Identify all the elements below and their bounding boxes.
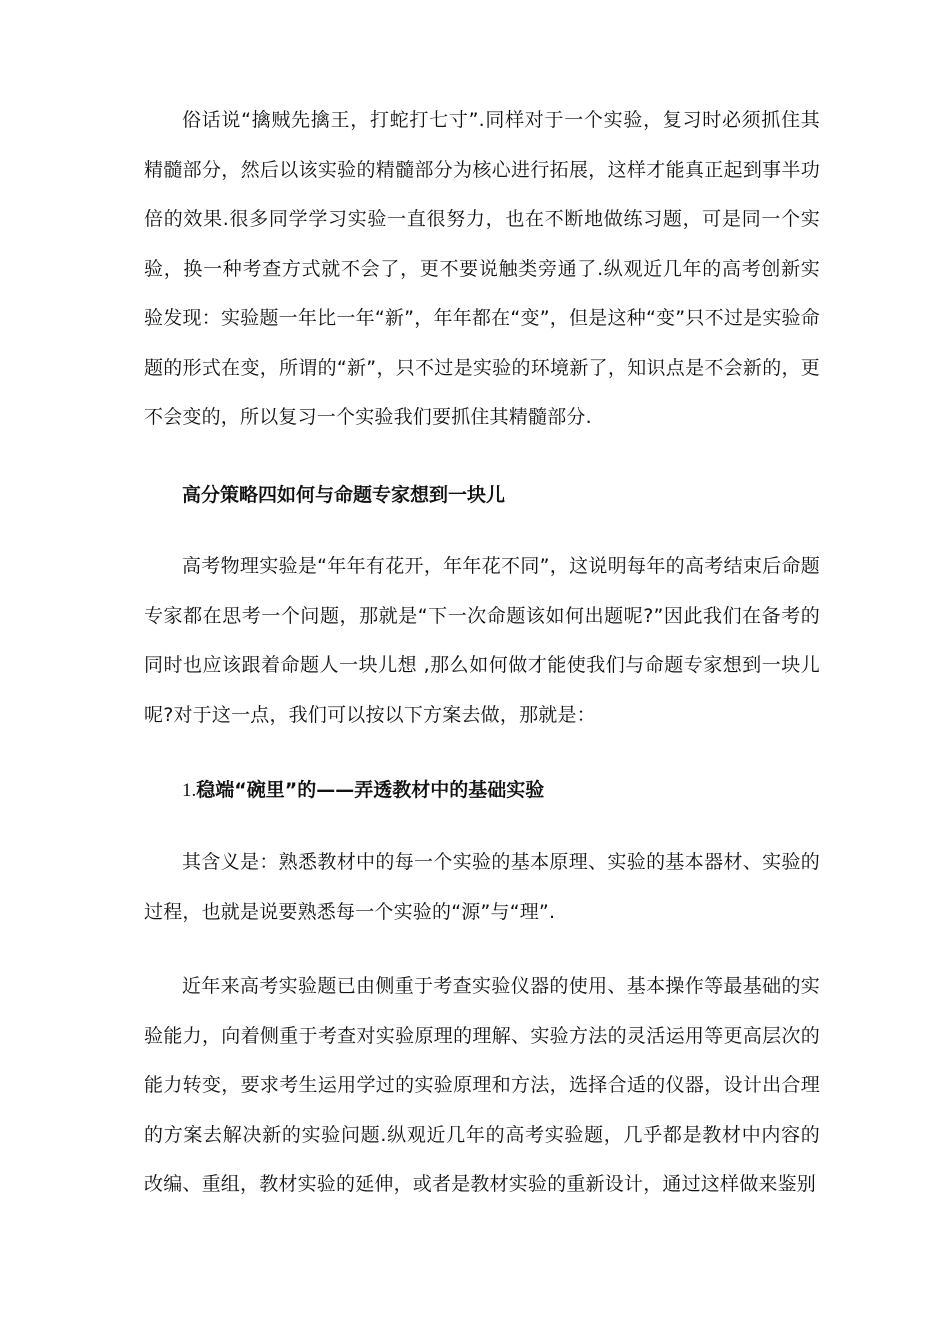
- paragraph-trend: 近年来高考实验题已由侧重于考查实验仪器的使用、基本操作等最基础的实验能力，向着侧重于考查对实验原理的理解、实验方法的灵活运用等更高层次的能力转变，要求考生运用学过的实验原理和方法，选择合适的仪器，设计出合理的方案去解决新的实验问题.纵观近几年的高考实验题，几乎都是教材中内容的改编、重组，教材实验的延伸，或者是教材实验的重新设计，通过这样做来鉴别: [144, 975, 820, 1195]
- section-number: 1.: [182, 780, 197, 801]
- paragraph-strategy: 高考物理实验是“年年有花开，年年花不同”，这说明每年的高考结束后命题专家都在思考一个问题，那就是“下一次命题该如何出题呢?”因此我们在备考的同时也应该跟着命题人一块儿想 ,那么如何做才能使我们与命题专家想到一块儿呢?对于这一点，我们可以按以下方案去做，那就是：: [144, 555, 820, 726]
- section-heading: [182, 775, 544, 806]
- paragraph-intro: 俗话说“擒贼先擒王，打蛇打七寸”.同样对于一个实验，复习时必须抓住其精髓部分，然后以该实验的精髓部分为核心进行拓展，这样才能真正起到事半功倍的效果.很多同学学习实验一直很努力，也在不断地做练习题，可是同一个实验，换一种考查方式就不会了，更不要说触类旁通了.纵观近几年的高考创新实验发现：实验题一年比一年“新”，年年都在“变”，但是这种“变”只不过是实验命题的形式在变，所谓的“新”，只不过是实验的环境新了，知识点是不会新的，更不会变的，所以复习一个实验我们要抓住其精髓部分.: [144, 109, 820, 428]
- section-title: 稳端“碗里”的——弄透教材中的基础实验: [196, 779, 545, 801]
- strategy-heading: 高分策略四如何与命题专家想到一块儿: [182, 484, 506, 506]
- paragraph-meaning: 其含义是：熟悉教材中的每一个实验的基本原理、实验的基本器材、实验的过程，也就是说要熟悉每一个实验的“源”与“理”.: [144, 851, 820, 923]
